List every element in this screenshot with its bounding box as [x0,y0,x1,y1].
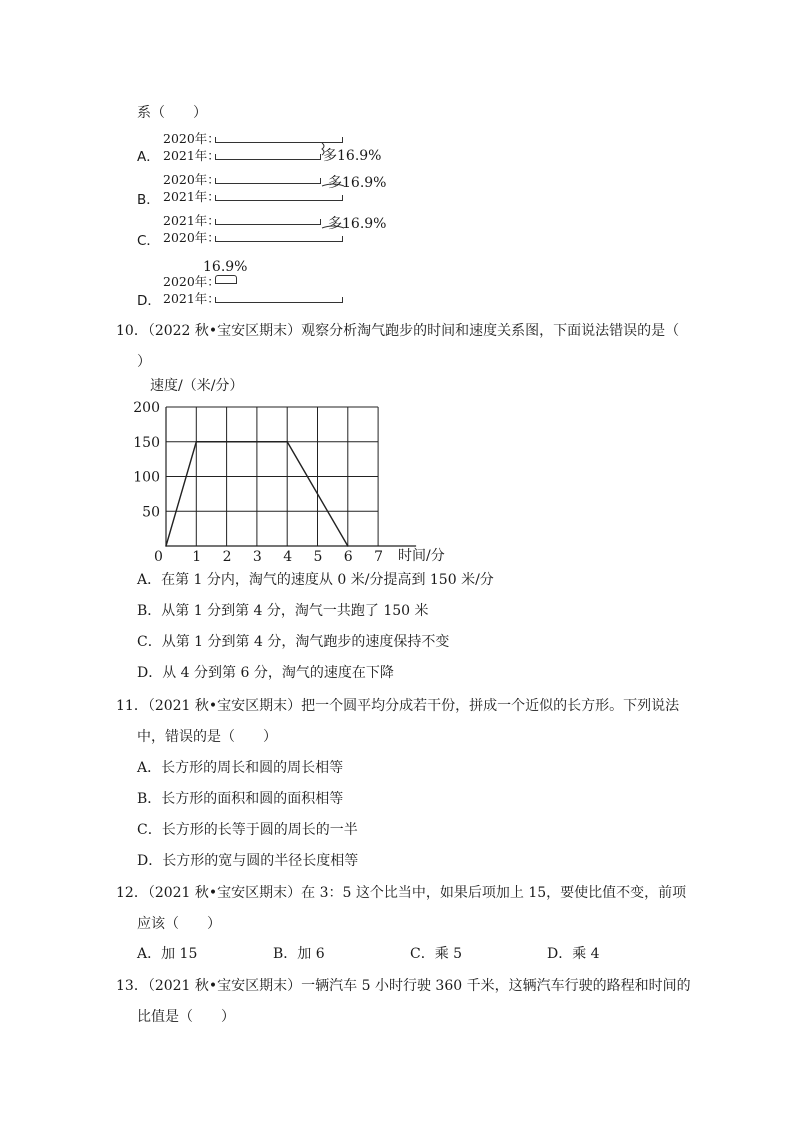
q11-option-a: A．长方形的周长和圆的周长相等 [137,760,344,776]
q13-stem-line2: 比值是（ ） [137,1009,235,1025]
q9-optC-row2-label: 2020年： [163,230,220,245]
q9-optC-row1-label: 2021年： [163,213,220,228]
chart-tick-labels [133,400,383,565]
q10-option-a: A．在第 1 分内，淘气的速度从 0 米/分提高到 150 米/分 [137,572,494,588]
x-tick-label-0: 0 [154,549,163,565]
x-tick-label-3: 3 [252,549,262,565]
x-tick-label-6: 6 [343,549,353,565]
x-tick-label-7: 7 [374,549,384,565]
q10-option-c: C．从第 1 分到第 4 分，淘气跑步的速度保持不变 [137,634,450,650]
chart-ylabel: 速度/（米/分） [150,378,244,394]
y-tick-label-150: 150 [133,434,160,451]
q13-stem-line1: 13．（2021 秋•宝安区期末）一辆汽车 5 小时行驶 360 千米，这辆汽车行驶的路程和时间的 [116,978,691,994]
x-tick-label-4: 4 [283,549,293,565]
q12-option-b: B．加 6 [273,946,325,962]
q12-stem-line1: 12．（2021 秋•宝安区期末）在 3：5 这个比当中，如果后项加上 15，要使比值不变，前项 [116,885,687,901]
q11-stem-line2: 中，错误的是（ ） [137,729,277,745]
q9-optD-row1-label: 2020年： [163,274,220,289]
q9-optA-row1-label: 2020年： [163,131,220,146]
q12-option-a: A．加 15 [137,946,198,962]
q11-stem-line1: 11．（2021 秋•宝安区期末）把一个圆平均分成若干份，拼成一个近似的长方形。下列说法 [116,698,680,714]
chart-xlabel: 时间/分 [398,548,445,564]
q9-optA-note: 多16.9% [323,148,382,164]
y-tick-label-50: 50 [142,504,160,521]
q11-option-d: D．长方形的宽与圆的半径长度相等 [137,853,359,869]
q12-option-d: D．乘 4 [547,946,600,962]
q9-optB-note: 多16.9% [328,175,387,191]
q9-optC-note: 多16.9% [328,216,387,232]
q9-optA-letter: A． [137,149,160,165]
q9-optB-row2-label: 2021年： [163,189,220,204]
chart-grid [166,407,378,546]
q12-option-c: C．乘 5 [410,946,463,962]
q9-optA-row2-label: 2021年： [163,148,220,163]
x-tick-label-1: 1 [192,549,202,565]
q11-option-b: B．长方形的面积和圆的面积相等 [137,791,344,807]
x-tick-label-2: 2 [222,549,232,565]
q10-option-d: D．从 4 分到第 6 分，淘气的速度在下降 [137,665,394,681]
q9-optD-row2-label: 2021年： [163,291,220,306]
q9-optD-letter: D． [137,293,161,309]
series-point-0-0 [165,545,167,547]
q10-option-b: B．从第 1 分到第 4 分，淘气一共跑了 150 米 [137,603,429,619]
q11-option-c: C．长方形的长等于圆的周长的一半 [137,822,358,838]
y-tick-label-100: 100 [133,469,160,486]
series-point-0-2 [286,441,288,443]
q10-stem-line2: ） [137,354,151,370]
x-tick-label-5: 5 [313,549,323,565]
q9-optB-row1-label: 2020年： [163,172,220,187]
series-point-0-3 [347,545,349,547]
y-tick-label-200: 200 [133,400,160,416]
q9-optC-letter: C． [137,233,160,249]
q9-optB-letter: B． [137,192,160,208]
series-point-0-1 [196,441,198,443]
q9-stem-end: 系（ ） [137,105,207,121]
q10-stem-line1: 10．（2022 秋•宝安区期末）观察分析淘气跑步的时间和速度关系图，下面说法错误的是（ [116,323,680,339]
q12-stem-line2: 应该（ ） [137,916,221,932]
q9-optD-note: 16.9% [203,259,248,275]
